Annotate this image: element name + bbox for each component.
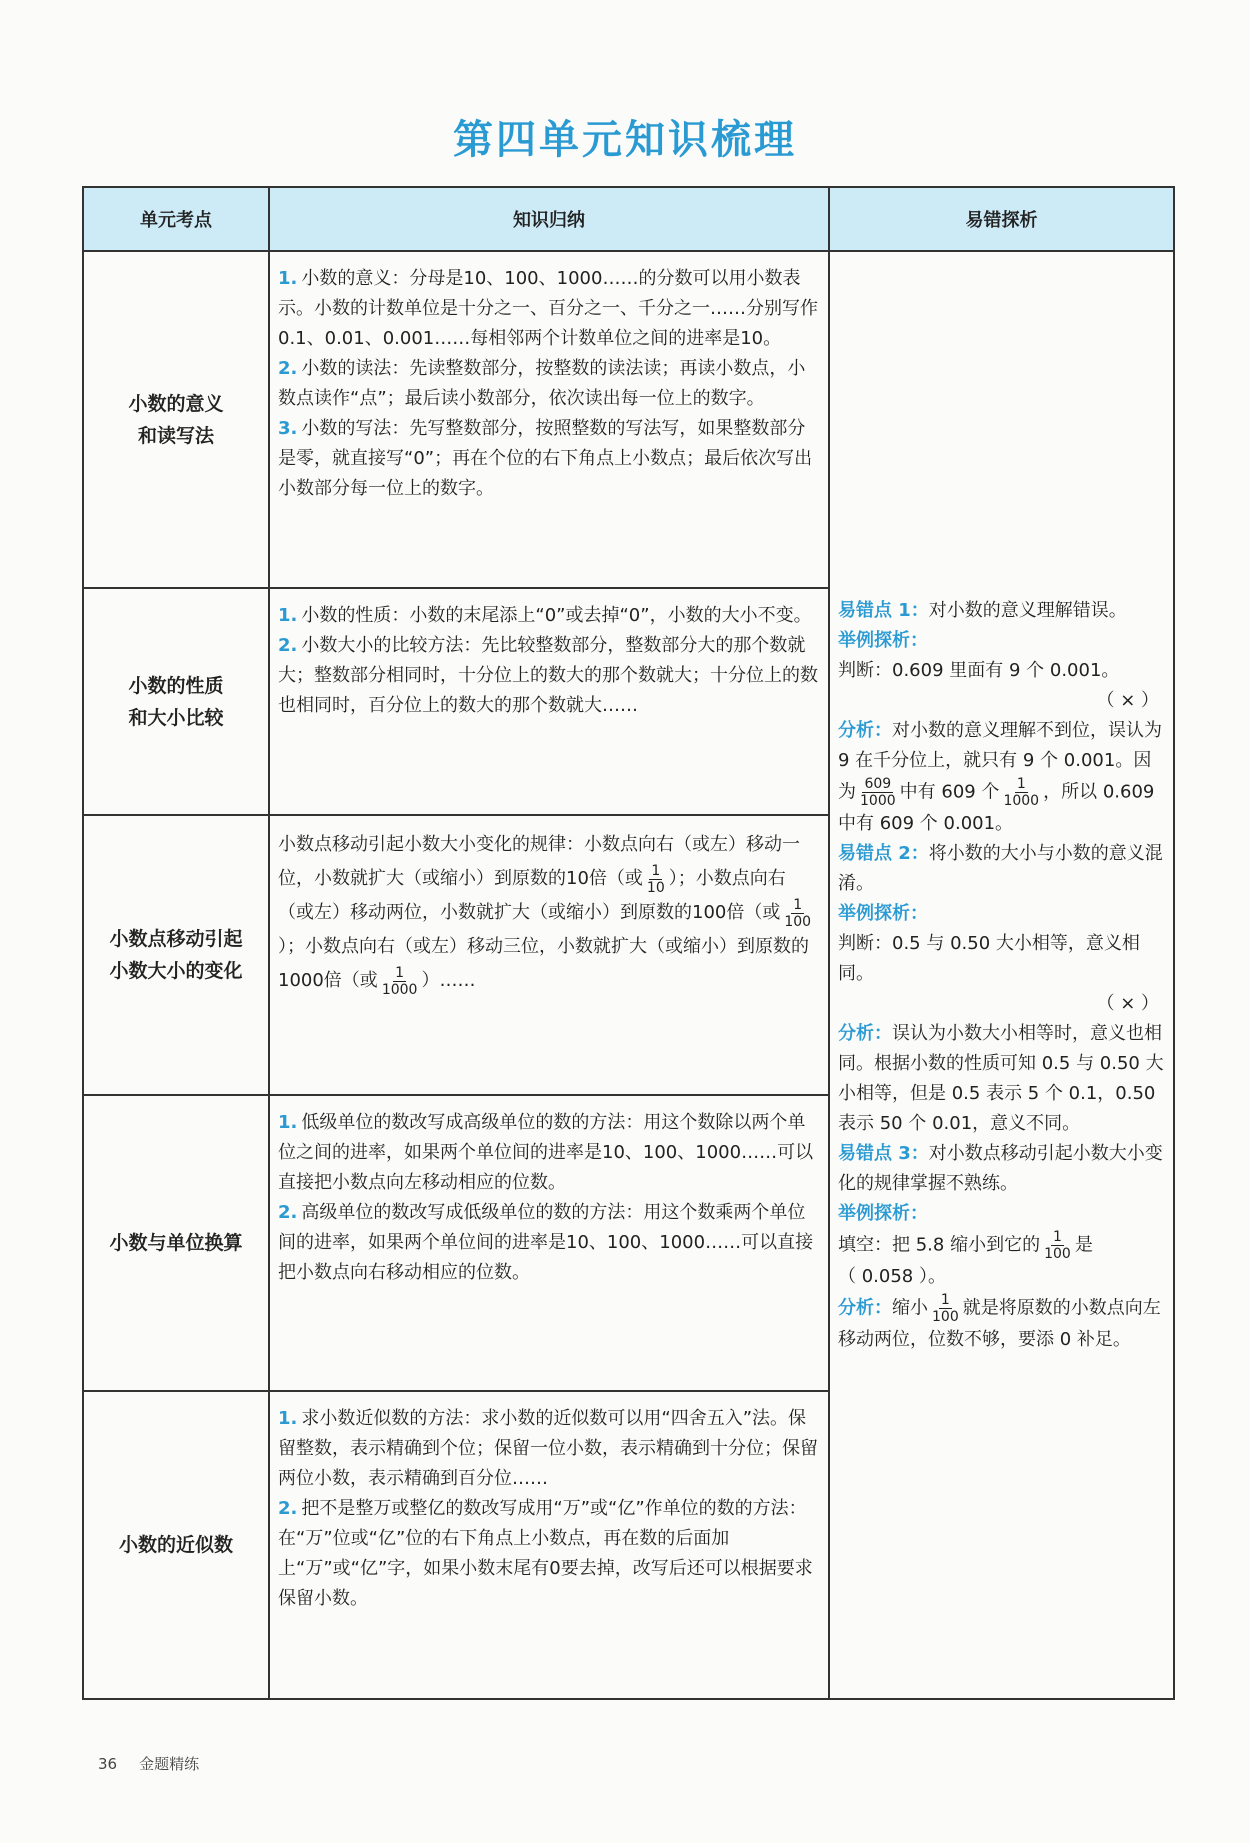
list-item: 2. 小数大小的比较方法：先比较整数部分，整数部分大的那个数就大；整数部分相同时，十分位上的数大的那个数就大；十分位上的数也相同时，百分位上的数大的那个数就大…… xyxy=(278,635,818,716)
list-item: 3. 小数的写法：先写整数部分，按照整数的写法写，如果整数部分是零，就直接写“0”；再在个位的右下角点上小数点；最后依次写出小数部分每一位上的数字。 xyxy=(278,418,813,499)
error-point-2: 易错点 2：将小数的大小与小数的意义混淆。 xyxy=(838,842,1163,894)
analysis-3: 分析：缩小 $\frac{1}{100}$ 就是将原数的小数点向左移动两位，位数不够，要添 0 补足。 xyxy=(838,1291,1161,1350)
list-item: 1. 小数的性质：小数的末尾添上“0”或去掉“0”，小数的大小不变。 xyxy=(278,605,812,626)
analysis-1: 分析：对小数的意义理解不到位，误认为 9 在千分位上，就只有 9 个 0.001。因为 $\frac{609}{1000}$ 中有 609 个 $\frac{1}{1000}$ ，所以 0.609 中有 609 个 0.001。 xyxy=(838,719,1162,834)
answer-mark-1: （ × ） xyxy=(1096,689,1159,711)
error-point-1: 易错点 1：对小数的意义理解错误。 xyxy=(838,599,1127,621)
analysis-2: 分析：误认为小数大小相等时，意义也相同。根据小数的性质可知 0.5 与 0.50 大小相等，但是 0.5 表示 5 个 0.1，0.50 表示 50 个 0.01，意义不同。 xyxy=(838,1022,1164,1134)
fraction: $\frac{1}{1000}$ xyxy=(1003,775,1040,809)
header-summary: 知识归纳 xyxy=(269,187,829,251)
fraction: $\frac{609}{1000}$ xyxy=(860,775,896,809)
knowledge-table xyxy=(82,186,1175,1700)
example-label: 举例探析： xyxy=(838,629,928,651)
row-topic: 小数的性质 和大小比较 xyxy=(83,588,269,815)
page-title: 第四单元知识梳理 xyxy=(453,117,797,163)
row-content xyxy=(269,1391,829,1699)
row-content xyxy=(269,1095,829,1391)
header-topic: 单元考点 xyxy=(83,187,269,251)
row-content xyxy=(269,588,829,815)
row-topic: 小数与单位换算 xyxy=(83,1095,269,1391)
row-content xyxy=(269,251,829,588)
row-topic: 小数的意义 和读写法 xyxy=(83,251,269,588)
list-item: 1. 低级单位的数改写成高级单位的数的方法：用这个数除以两个单位之间的进率，如果两个单位间的进率是10、100、1000……可以直接把小数点向左移动相应的位数。 xyxy=(278,1112,814,1193)
fraction: $\frac{1}{100}$ xyxy=(932,1291,959,1325)
list-item: 2. 高级单位的数改写成低级单位的数的方法：用这个数乘两个单位间的进率，如果两个单位间的进率是10、100、1000……可以直接把小数点向右移动相应的位数。 xyxy=(278,1202,814,1283)
table-row xyxy=(83,251,1174,588)
question-3: 填空：把 5.8 缩小到它的 $\frac{1}{100}$ 是 xyxy=(838,1228,1093,1262)
header-errors: 易错探析 xyxy=(829,187,1174,251)
fraction: $\frac{1}{1000}$ xyxy=(381,964,418,998)
question-1: 判断：0.609 里面有 9 个 0.001。 xyxy=(838,659,1120,681)
row-content xyxy=(269,815,829,1095)
fraction: $\frac{1}{10}$ xyxy=(646,862,665,896)
book-name: 金题精练 xyxy=(139,1755,200,1773)
list-item: 2. 小数的读法：先读整数部分，按整数的读法读；再读小数点，小数点读作“点”；最后读小数部分，依次读出每一位上的数字。 xyxy=(278,358,806,409)
example-label: 举例探析： xyxy=(838,1202,928,1224)
row-topic: 小数点移动引起 小数大小的变化 xyxy=(83,815,269,1095)
rule-text: 小数点移动引起小数大小变化的规律：小数点向右（或左）移动一位，小数就扩大（或缩小）到原数的10倍（或 $\frac{1}{10}$ ）；小数点向右（或左）移动两位，小数就扩大（或缩小）到原数的100倍（或 $\frac{1}{100}$ ）；小数点向右（或左）移动三位，小数就扩大（或缩小）到原数的1000倍（或 $\frac{1}{1000}$ ）…… xyxy=(278,834,812,998)
fraction: $\frac{1}{100}$ xyxy=(784,896,812,930)
list-item: 2. 把不是整万或整亿的数改写成用“万”或“亿”作单位的数的方法：在“万”位或“亿”位的右下角点上小数点，再在数的后面加上“万”或“亿”字，如果小数末尾有0要去掉，改写后还可以根据要求保留小数。 xyxy=(278,1498,813,1609)
fraction: $\frac{1}{100}$ xyxy=(1044,1228,1071,1262)
error-analysis-cell xyxy=(829,251,1174,1699)
page-number: 36 xyxy=(98,1755,118,1773)
list-item: 1. 求小数近似数的方法：求小数的近似数可以用“四舍五入”法。保留整数，表示精确到个位；保留一位小数，表示精确到十分位；保留两位小数，表示精确到百分位…… xyxy=(278,1408,818,1489)
example-label: 举例探析： xyxy=(838,902,928,924)
answer-mark-2: （ × ） xyxy=(1096,992,1159,1014)
question-2: 判断：0.5 与 0.50 大小相等，意义相同。 xyxy=(838,932,1140,984)
row-topic: 小数的近似数 xyxy=(83,1391,269,1699)
page-footer xyxy=(98,1753,221,1774)
table-header-row xyxy=(83,187,1174,251)
answer-fill-3: （ 0.058 ）。 xyxy=(838,1265,946,1287)
list-item: 1. 小数的意义：分母是10、100、1000……的分数可以用小数表示。小数的计数单位是十分之一、百分之一、千分之一……分别写作0.1、0.01、0.001……每相邻两个计数单位之间的进率是10。 xyxy=(278,268,818,349)
error-point-3: 易错点 3：对小数点移动引起小数大小变化的规律掌握不熟练。 xyxy=(838,1142,1163,1194)
